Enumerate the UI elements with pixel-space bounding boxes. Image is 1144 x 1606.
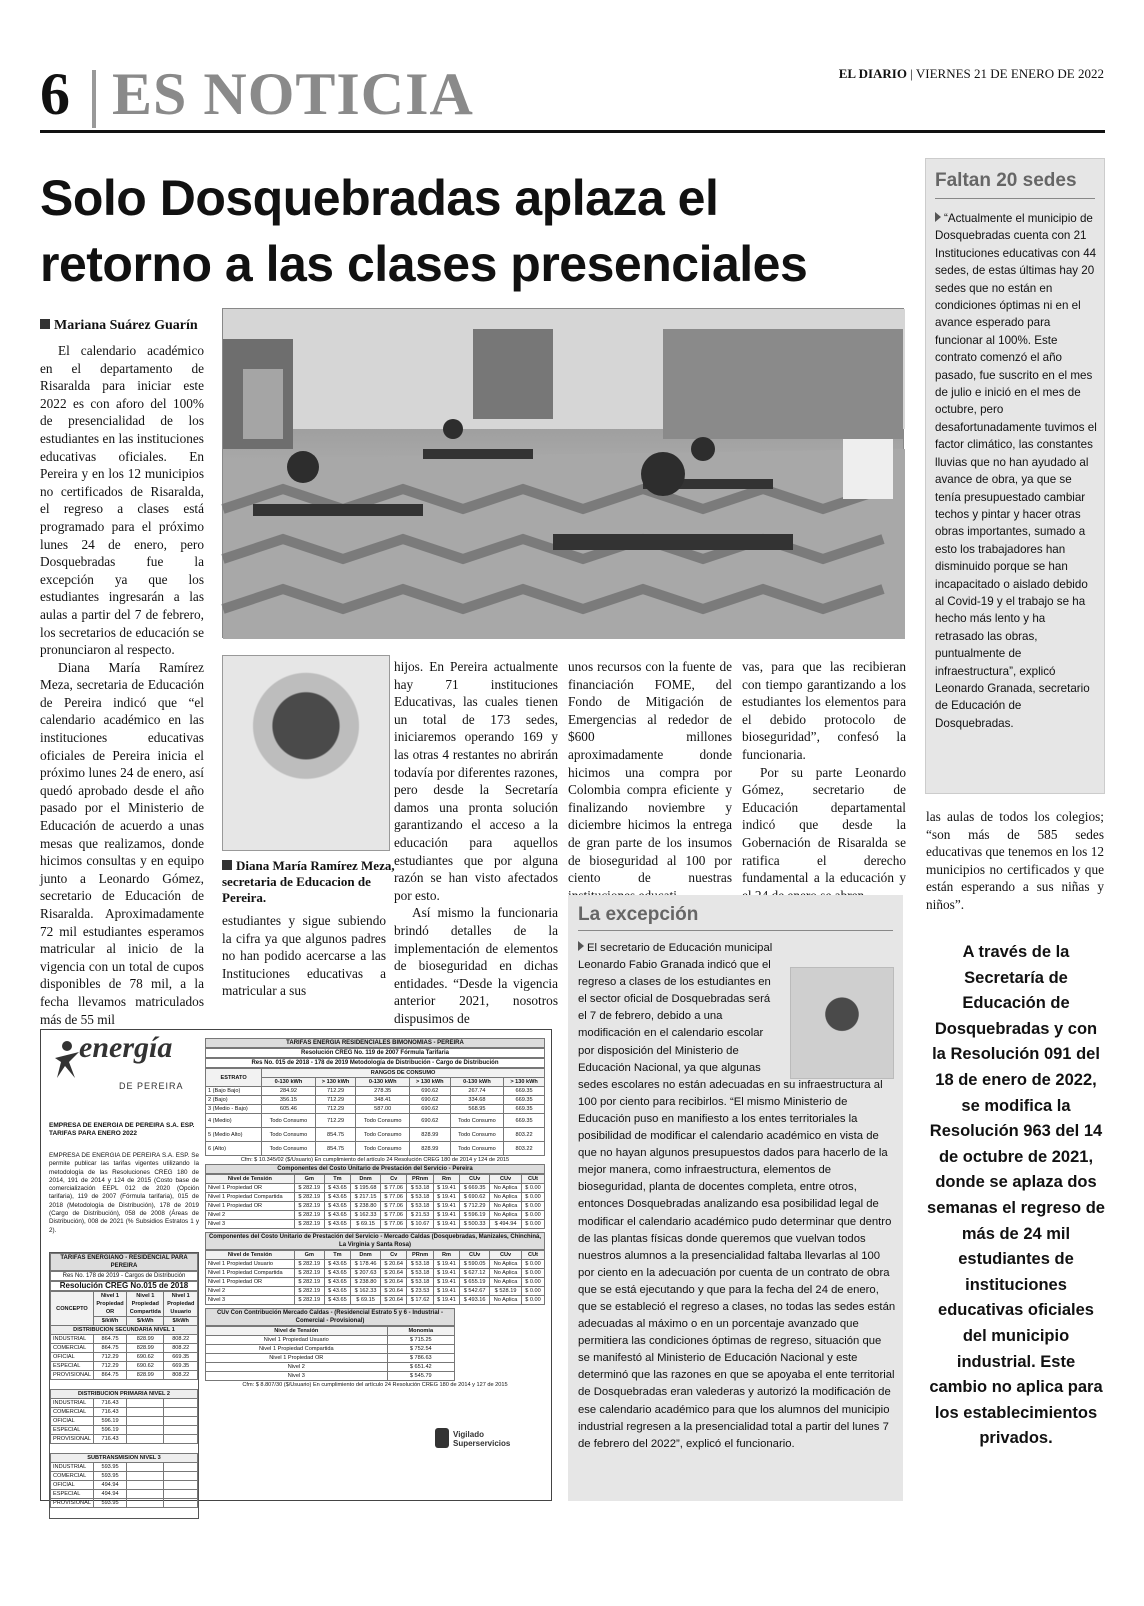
table-row: COMERCIAL 864.75 828.99 808.22	[51, 1344, 198, 1353]
cost-components-caldas-table: Nivel de Tensión Gm Tm Dnm Cv PRnm Rm CUv CUv CUt Nivel 1 Propiedad Usuario $ 282.19 $ 43.65 $ 178.46 $ 20.64 $ 53.18 $ 19.41 $ 590.05 No Aplica $ 0.00 Nivel 1 Propiedad Compartida $ 282.19 $ 43.65 $ 207.63 $ 20.64 $ 53.18 $ 19.41 $ 627.12 No Aplica $ 0.00 Nivel 1 Propiedad OR $ 282.19 $ 43.65 $ 238.80 $ 20.64 $ 53.18 $ 19.41 $ 655.19 No Aplica $ 0.00 Nivel 2 $ 282.19 $ 43.65 $ 162.33 $ 20.64 $ 23.53 $ 19.41 $ 542.67 $ 528.19 $ 0.00 Nivel 3 $ 282.19 $ 43.65 $ 69.15 $ 20.64 $ 17.62 $ 19.41 $ 493.16 No Aplica $ 0.00	[205, 1250, 545, 1305]
table-row: PROVISIONAL 864.75 828.99 808.22	[51, 1371, 198, 1380]
table-row: Nivel 3 $ 282.19 $ 43.65 $ 69.15 $ 20.64 $ 17.62 $ 19.41 $ 493.16 No Aplica $ 0.00	[206, 1296, 545, 1305]
portrait-photo	[222, 655, 390, 851]
paragraph: las aulas de todos los colegios; “son más de 585 sedes educativas que tenemos en los 12 municipios no certificados y que están esperando a sus niñas y niños”.	[926, 809, 1104, 912]
table-row: OFICIAL 494.94	[51, 1481, 198, 1490]
table-row: 4 (Medio) Todo Consumo 712.29 Todo Consumo 690.62 Todo Consumo 669.35	[206, 1114, 545, 1128]
table-row: 5 (Medio Alto) Todo Consumo 854.75 Todo Consumo 828.99 Todo Consumo 803.22	[206, 1128, 545, 1142]
paragraph: vas, para que las recibieran con tiempo garantizando a los estudiantes los elementos para el debido protocolo de bioseguridad”, confesó la funcionaria.	[742, 659, 906, 762]
square-bullet-icon	[40, 319, 50, 329]
contribution-table: Nivel de Tensión Monomia Nivel 1 Propiedad Usuario $ 715.25 Nivel 1 Propiedad Compartida $ 752.54 Nivel 1 Propiedad OR $ 786.63 Nivel 2 $ 651.42 Nivel 3 $ 545.79	[205, 1326, 455, 1381]
table-row: 2 (Bajo) 356.15 712.29 348.41 690.62 334.68 669.35	[206, 1096, 545, 1105]
header-divider	[92, 70, 96, 128]
article-column-4	[568, 658, 732, 904]
table-row: OFICIAL 712.29 690.62 669.35	[51, 1353, 198, 1362]
table-row: OFICIAL 596.19	[51, 1417, 198, 1426]
table-row: 6 (Alto) Todo Consumo 854.75 Todo Consumo 828.99 Todo Consumo 803.22	[206, 1142, 545, 1156]
pull-quote: A través de la Secretaría de Educación de Dosquebradas y con la Resolución 091 del 18 de enero de 2022, se modifica la Resolución 963 del 14 de octubre de 2021, donde se aplaza dos semanas el regreso de más de 24 mil estudiantes de instituciones educativas oficiales del municipio industrial. Este cambio no aplica para los establecimientos privados.	[927, 943, 1105, 1448]
table-row: 1 (Bajo Bajo) 284.92 712.29 278.35 690.62 267.74 669.35	[206, 1087, 545, 1096]
table-row: Nivel 1 Propiedad Usuario $ 282.19 $ 43.65 $ 178.46 $ 20.64 $ 53.18 $ 19.41 $ 590.05 No Aplica $ 0.00	[206, 1260, 545, 1269]
table-row: PROVISIONAL 593.95	[51, 1499, 198, 1508]
brand-name: energía	[79, 1031, 173, 1064]
table-row: INDUSTRIAL 593.95	[51, 1463, 198, 1472]
cost-components-pereira-table: Nivel de Tensión Gm Tm Dnm Cv PRnm Rm CUv CUv CUt Nivel 1 Propiedad OR $ 282.19 $ 43.65 $ 195.68 $ 77.06 $ 53.18 $ 19.41 $ 669.35 No Aplica $ 0.00 Nivel 1 Propiedad Compartida $ 282.19 $ 43.65 $ 217.15 $ 77.06 $ 53.18 $ 19.41 $ 690.62 No Aplica $ 0.00 Nivel 1 Propiedad OR $ 282.19 $ 43.65 $ 238.80 $ 77.06 $ 53.18 $ 19.41 $ 712.29 No Aplica $ 0.00 Nivel 2 $ 282.19 $ 43.65 $ 162.33 $ 77.06 $ 21.53 $ 19.41 $ 596.19 No Aplica $ 0.00 Nivel 3 $ 282.19 $ 43.65 $ 69.15 $ 77.06 $ 10.67 $ 19.41 $ 500.33 $ 494.94 $ 0.00	[205, 1174, 545, 1229]
table-row: 3 (Medio - Bajo) 605.46 712.29 587.00 690.62 568.95 669.35	[206, 1105, 545, 1114]
paragraph: hijos. En Pereira actualmente hay 71 instituciones Educativas, las cuales tienen un total de 173 sedes, iniciaremos operando 169 y las otras 4 restantes no abrirán todavía por diferentes razones, pero desde la Secretaría damos una pronta solución garantizando el acceso a la educación para aquellos estudiantes que por alguna razón se han visto afectados por esto.	[394, 659, 558, 903]
ad-description: EMPRESA DE ENERGIA DE PEREIRA S.A. ESP. Se permite publicar las tarifas vigentes utilizando la metodología de las Resoluciones CREG 180 de 2014, 191 de 2014 y 124 de 2015 (Costo base de comercialización EEPL 012 de 2020 (Opción tarifaria), 119 de 2007 (Fórmula tarifaria), 015 de 2018 (Metodología de Distribución), 178 de 2019 (Cargo de Distribución), 058 de 2008 (Áreas de Distribución), 008 de 2021 (% Subsidios Estratos 1 y 2).	[49, 1152, 199, 1234]
table-row: ESPECIAL 596.19	[51, 1426, 198, 1435]
exception-text: El secretario de Educación municipal Leonardo Fabio Granada indicó que el regreso a clases de los estudiantes en el sector oficial de Dosquebradas será el 7 de febrero, debido a una modificación en el calendario escolar por disposición del Ministerio de Educación Nacional, ya que algunas sedes escolares no están adecuadas en su infraestructura al 100 por ciento para recibirlos. “El mismo Ministerio de Educación puso en manifiesto a los entes territoriales la posibilidad de modificar el calendario académico en vista de que no hayan algunos presupuestos dados para hacerlo de la mejor manera, como infraestructura, elementos de bioseguridad, planta de docentes completa, entre otros, entonces Dosquebradas analizando esa posibilidad legal de modificar el calendario académico pudo determinar que dentro de las plantas físicas donde queremos que vuelvan todos nuestros alumnos a la presencialidad faltaba llevarlas al 100 por ciento en la adecuación por cuenta de un contrato de obra que se está ejecutando y que para la fecha del 24 de enero, que se estableció el regreso a clases, no todas las sedes están adecuadas al máximo o en un porcentaje avanzado que permitiera las condiciones óptimas de regreso, situación que se manifestó al Ministerio de Educación Nacional y este determinó que las razones en que se apoyaba el ente territorial de Dosquebradas eran valederas y autorizó la modificación de ese calendario académico para que los alumnos del municipio industrial regresen a la presencialidad total a partir del lunes 7 de febrero del 2022”, explicó el funcionario.	[578, 942, 896, 1450]
article-column-5	[742, 658, 906, 904]
paragraph: unos recursos con la fuente de financiación FOME, del Fondo de Mitigación de Emergencias al rededor de $600 millones aproximadamente donde hicimos una compra por Colombia compra eficiente y finalizando noviembre y diciembre hicimos la entrega de gran parte de los insumos de bioseguridad al 100 por ciento de nuestras	[568, 659, 732, 886]
table-group-header: DISTRIBUCION SECUNDARIA NIVEL 1	[51, 1326, 198, 1335]
article-column-2	[222, 912, 386, 1000]
table-row: PROVISIONAL 716.43	[51, 1435, 198, 1444]
table-row: Nivel 1 Propiedad OR $ 786.63	[206, 1354, 455, 1363]
section-title: ES NOTICIA	[112, 61, 474, 127]
article-column-6	[926, 808, 1104, 914]
table-row: INDUSTRIAL 716.43	[51, 1399, 198, 1408]
classroom-photo-illustration	[223, 309, 905, 639]
paper-meta: EL DIARIO | VIERNES 21 DE ENERO DE 2022	[838, 66, 1104, 81]
exception-title: La excepción	[578, 904, 699, 925]
paragraph: Así mismo la funcionaria brindó detalles de la implementación de elementos de bioseguridad en dichas entidades. “Desde la vigencia anterior 2021, nosotros dispusimos de	[394, 905, 558, 1026]
table-row: Nivel 1 Propiedad OR $ 282.19 $ 43.65 $ 238.80 $ 77.06 $ 53.18 $ 19.41 $ 712.29 No Aplica $ 0.00	[206, 1202, 545, 1211]
superservicios-icon	[435, 1428, 449, 1448]
right-tariff-tables: TARIFAS ENERGIA RESIDENCIALES BIMONOMIAS - PEREIRA Resolución CREG No. 119 de 2007 Fórmula Tarifaria Res No. 015 de 2018 - 178 de 2019 Metodología de Distribución - Cargo de Distribución ESTRATO RANGOS DE CONSUMO 0-130 kWh > 130 kWh 0-130 kWh > 130 kWh 0-130 kWh > 130 kWh 1 (Bajo Bajo) 284.92 712.29 278.35 690.62 267.74 669.35 2 (Bajo) 356.15 712.29 348.41 690.62 334.68 669.35 3 (Medio - Bajo) 605.46 712.29 587.00 690.62 568.95 669.35 4 (Medio) Todo Consumo 712.29 Todo Consumo 690.62 Todo Consumo 669.35 5 (Medio Alto) Todo Consumo 854.75 Todo Consumo 828.99 Todo Consumo 803.22 6 (Alto) Todo Consumo 854.75 Todo Consumo 828.99 Todo Consumo 803.22 Cfm: $ 10.345/02 ($/Usuario) En cumplimiento del artículo 24 Resolución CREG 180 de 2014 y 124 de 2015 Componentes del Costo Unitario de Prestación del Servicio - Pereira Nivel de Tensión Gm Tm Dnm Cv PRnm Rm CUv CUv CUt Nivel 1 Propiedad OR $ 282.19 $ 43.65 $ 195.68 $ 77.06 $ 53.18 $ 19.41 $ 669.35 No Aplica $ 0.00 Nivel 1 Propiedad Compartida $ 282.19 $ 43.65 $ 217.15 $ 77.06 $ 53.18 $ 19.41 $ 690.62 No Aplica $ 0.00 Nivel 1 Propiedad OR $ 282.19 $ 43.65 $ 238.80 $ 77.06 $ 53.18 $ 19.41 $ 712.29 No Aplica $ 0.00 Nivel 2 $ 282.19 $ 43.65 $ 162.33 $ 77.06 $ 21.53 $ 19.41 $ 596.19 No Aplica $ 0.00 Nivel 3 $ 282.19 $ 43.65 $ 69.15 $ 77.06 $ 10.67 $ 19.41 $ 500.33 $ 494.94 $ 0.00 Componentes del Costo Unitario de Prestación del Servicio - Mercado Caldas (Dosquebradas, Manizales, Chinchiná, La Virginia y Santa Rosa) Nivel de Tensión Gm Tm Dnm Cv PRnm Rm CUv CUv CUt Nivel 1 Propiedad Usuario $ 282.19 $ 43.65 $ 178.46 $ 20.64 $ 53.18 $ 19.41 $ 590.05 No Aplica $ 0.00 Nivel 1 Propiedad Compartida $ 282.19 $ 43.65 $ 207.63 $ 20.64 $ 53.18 $ 19.41 $ 627.12 No Aplica $ 0.00 Nivel 1 Propiedad OR $ 282.19 $ 43.65 $ 238.80 $ 20.64 $ 53.18 $ 19.41 $ 655.19 No Aplica $ 0.00 Nivel 2 $ 282.19 $ 43.65 $ 162.33 $ 20.64 $ 23.53 $ 19.41 $ 542.67 $ 528.19 $ 0.00 Nivel 3 $ 282.19 $ 43.65 $ 69.15 $ 20.64 $ 17.62 $ 19.41 $ 493.16 No Aplica $ 0.00 CUv Con Contribución Mercado Caldas - (Residencial Estrato 5 y 6 - Industrial - Comercial - Provisional) Nivel de Tensión Monomia Nivel 1 Propiedad Usuario $ 715.25 Nivel 1 Propiedad Compartida $ 752.54 Nivel 1 Propiedad OR $ 786.63 Nivel 2 $ 651.42 Nivel 3 $ 545.79 Cfm: $ 8.807/30 ($/Usuario) En cumplimiento del artículo 24 Resolución CREG 180 de 2014 y 127 de 2015	[205, 1038, 545, 1389]
ad-company: EMPRESA DE ENERGIA DE PEREIRA S.A. ESP. TARIFAS PARA ENERO 2022	[49, 1122, 195, 1137]
table-row: Nivel 1 Propiedad Compartida $ 282.19 $ 43.65 $ 217.15 $ 77.06 $ 53.18 $ 19.41 $ 690.62 No Aplica $ 0.00	[206, 1193, 545, 1202]
byline-author: Mariana Suárez Guarín	[54, 318, 198, 333]
paper-name: EL DIARIO	[838, 66, 907, 81]
page-number: 6	[40, 61, 70, 127]
table-row: Nivel 1 Propiedad OR $ 282.19 $ 43.65 $ 195.68 $ 77.06 $ 53.18 $ 19.41 $ 669.35 No Aplica $ 0.00	[206, 1184, 545, 1193]
paragraph: estudiantes y sigue subiendo la cifra ya que algunos padres no han podido acercarse a las Instituciones educativas a matricular a sus	[222, 913, 386, 999]
table-row: Nivel 3 $ 282.19 $ 43.65 $ 69.15 $ 77.06 $ 10.67 $ 19.41 $ 500.33 $ 494.94 $ 0.00	[206, 1220, 545, 1229]
issue-date: VIERNES 21 DE ENERO DE 2022	[915, 66, 1104, 81]
sidebar-title: Faltan 20 sedes	[935, 170, 1077, 191]
table-row: Nivel 3 $ 545.79	[206, 1372, 455, 1381]
photo-caption: Diana María Ramírez Meza, secretaria de Educacion de Pereira.	[222, 858, 395, 905]
paragraph: Diana María Ramírez Meza, secretaria de Educación de Pereira indicó que “el calendario académico en las instituciones educativas oficiales de Pereira inicia el próximo lunes 24 de enero, así quedó aprobado desde el año pasado por el Ministerio de Educación de acuerdo a unas mesas que realizamos, donde hicimos consultas y en equipo junto a Leonardo Gómez, secretario de Educación de Risaralda. Aproximadamente 72 mil estudiantes esperamos matricular al inicio de la vigencia con un total de cupos disponibles de 78 mil, a la fecha llevamos matriculados más de 55 mil	[40, 659, 204, 1027]
energia-logo	[49, 1031, 199, 1108]
table-row: Nivel 2 $ 651.42	[206, 1363, 455, 1372]
triangle-bullet-icon	[578, 941, 584, 951]
table-row: ESPECIAL 712.29 690.62 669.35	[51, 1362, 198, 1371]
header-rule	[40, 130, 1105, 133]
classroom-photo	[222, 308, 904, 638]
table-group-header: DISTRIBUCION PRIMARIA NIVEL 2	[51, 1390, 198, 1399]
paragraph: El calendario académico en el departamento de Risaralda para iniciar este 2022 es con aforo del 100% de presencialidad de los estudiantes en las instituciones educativas oficiales. En Pereira y en los 12 municipios no certificados de Risaralda, el regreso a clases está programado para el próximo lunes 24 de enero, pero Dosquebradas fue la excepción ya que los estudiantes ingresarán a las aulas a partir del 7 de febrero, los secretarios de educación se pronunciaron al respecto.	[40, 343, 204, 658]
paragraph: Por su parte Leonardo Gómez, secretario de Educación departamental indicó que desde la Gobernación de Risaralda se ratifica el derecho fundamental a la educación y	[742, 764, 906, 886]
sidebar-rule	[935, 198, 1095, 199]
headline-line-1: Solo Dosquebradas aplaza el	[40, 170, 719, 226]
brand-sub: DE PEREIRA	[119, 1081, 184, 1091]
table-row: Nivel 2 $ 282.19 $ 43.65 $ 162.33 $ 77.06 $ 21.53 $ 19.41 $ 596.19 No Aplica $ 0.00	[206, 1211, 545, 1220]
tariff-advertisement	[40, 1029, 552, 1506]
table-row: Nivel 1 Propiedad Compartida $ 752.54	[206, 1345, 455, 1354]
table-group-header: SUBTRANSMISION NIVEL 3	[51, 1454, 198, 1463]
headline	[40, 165, 890, 297]
r1-footnote: Cfm: $ 10.345/02 ($/Usuario) En cumplimiento del artículo 24 Resolución CREG 180 de 2014 y 124 de 2015	[240, 1157, 510, 1163]
exception-rule	[578, 930, 893, 931]
table-row: Nivel 1 Propiedad OR $ 282.19 $ 43.65 $ 238.80 $ 20.64 $ 53.18 $ 19.41 $ 655.19 No Aplica $ 0.00	[206, 1278, 545, 1287]
table-row: Nivel 1 Propiedad Compartida $ 282.19 $ 43.65 $ 207.63 $ 20.64 $ 53.18 $ 19.41 $ 627.12 No Aplica $ 0.00	[206, 1269, 545, 1278]
left-tariff-table: TARIFAS ENERGIANO - RESIDENCIAL PARA PEREIRA Res No. 178 de 2019 - Cargos de Distribución Resolución CREG No.015 de 2018 CONCEPTO Nivel 1 Propiedad OR Nivel 1 Propiedad Compartida Nivel 1 Propiedad Usuario $/kWh $/kWh $/kWh DISTRIBUCION SECUNDARIA NIVEL 1 INDUSTRIAL 864.75 828.99 808.22 COMERCIAL 864.75 828.99 808.22 OFICIAL 712.29 690.62 669.35 ESPECIAL 712.29 690.62 669.35 PROVISIONAL 864.75 828.99 808.22 DISTRIBUCION PRIMARIA NIVEL 2 INDUSTRIAL 716.43 COMERCIAL 716.43 OFICIAL 596.19 ESPECIAL 596.19 PROVISIONAL 716.43 SUBTRANSMISION NIVEL 3 INDUSTRIAL 593.95 COMERCIAL 593.95 OFICIAL 494.94 ESPECIAL 494.94 PROVISIONAL 593.95	[49, 1252, 199, 1519]
sidebar-text: “Actualmente el municipio de Dosquebradas cuenta con 21 Instituciones educativas con 44 sedes, de estas últimas hay 20 sedes que no están en condiciones óptimas ni en el avance esperado para funcionar al 100%. Este contrato comenzó el año pasado, fue suscrito en el mes de julio e inició en el mes de octubre, pero desafortunadamente tuvimos el factor climático, las constantes lluvias que no han ayudado al avance de obra, ya que se tenía presupuestado cambiar techos y pintar y hacer otras obras importantes, sumado a esto los trabajadores han disminuido porque se han incapacitado o aislado debido al Covid-19 y el trabajo se ha hecho más lento y ha retrasado las obras, puntualmente de infraestructura”, explicó Leonardo Granada, secretario de Educación de Dosquebradas.	[935, 212, 1097, 730]
table-row: COMERCIAL 593.95	[51, 1472, 198, 1481]
table-row: Nivel 2 $ 282.19 $ 43.65 $ 162.33 $ 20.64 $ 23.53 $ 19.41 $ 542.67 $ 528.19 $ 0.00	[206, 1287, 545, 1296]
table-row: INDUSTRIAL 864.75 828.99 808.22	[51, 1335, 198, 1344]
headline-line-2: retorno a las clases presenciales	[40, 236, 808, 292]
article-column-3	[394, 658, 558, 1027]
table-row: Nivel 1 Propiedad Usuario $ 715.25	[206, 1336, 455, 1345]
vigilado-label: Vigilado Superservicios	[453, 1430, 511, 1448]
r4-footnote: Cfm: $ 8.807/30 ($/Usuario) En cumplimiento del artículo 24 Resolución CREG 180 de 2014 y 127 de 2015	[242, 1382, 508, 1388]
square-bullet-icon	[222, 860, 232, 870]
residential-table: ESTRATO RANGOS DE CONSUMO 0-130 kWh > 130 kWh 0-130 kWh > 130 kWh 0-130 kWh > 130 kWh 1 (Bajo Bajo) 284.92 712.29 278.35 690.62 267.74 669.35 2 (Bajo) 356.15 712.29 348.41 690.62 334.68 669.35 3 (Medio - Bajo) 605.46 712.29 587.00 690.62 568.95 669.35 4 (Medio) Todo Consumo 712.29 Todo Consumo 690.62 Todo Consumo 669.35 5 (Medio Alto) Todo Consumo 854.75 Todo Consumo 828.99 Todo Consumo 803.22 6 (Alto) Todo Consumo 854.75 Todo Consumo 828.99 Todo Consumo 803.22	[205, 1068, 545, 1156]
left-table: CONCEPTO Nivel 1 Propiedad OR Nivel 1 Propiedad Compartida Nivel 1 Propiedad Usuario $/kWh $/kWh $/kWh DISTRIBUCION SECUNDARIA NIVEL 1 INDUSTRIAL 864.75 828.99 808.22 COMERCIAL 864.75 828.99 808.22 OFICIAL 712.29 690.62 669.35 ESPECIAL 712.29 690.62 669.35 PROVISIONAL 864.75 828.99 808.22 DISTRIBUCION PRIMARIA NIVEL 2 INDUSTRIAL 716.43 COMERCIAL 716.43 OFICIAL 596.19 ESPECIAL 596.19 PROVISIONAL 716.43 SUBTRANSMISION NIVEL 3 INDUSTRIAL 593.95 COMERCIAL 593.95 OFICIAL 494.94 ESPECIAL 494.94 PROVISIONAL 593.95	[50, 1291, 198, 1518]
byline	[40, 318, 198, 334]
table-row: COMERCIAL 716.43	[51, 1408, 198, 1417]
table-row: ESPECIAL 494.94	[51, 1490, 198, 1499]
triangle-bullet-icon	[935, 212, 941, 222]
article-column-1	[40, 342, 204, 1028]
